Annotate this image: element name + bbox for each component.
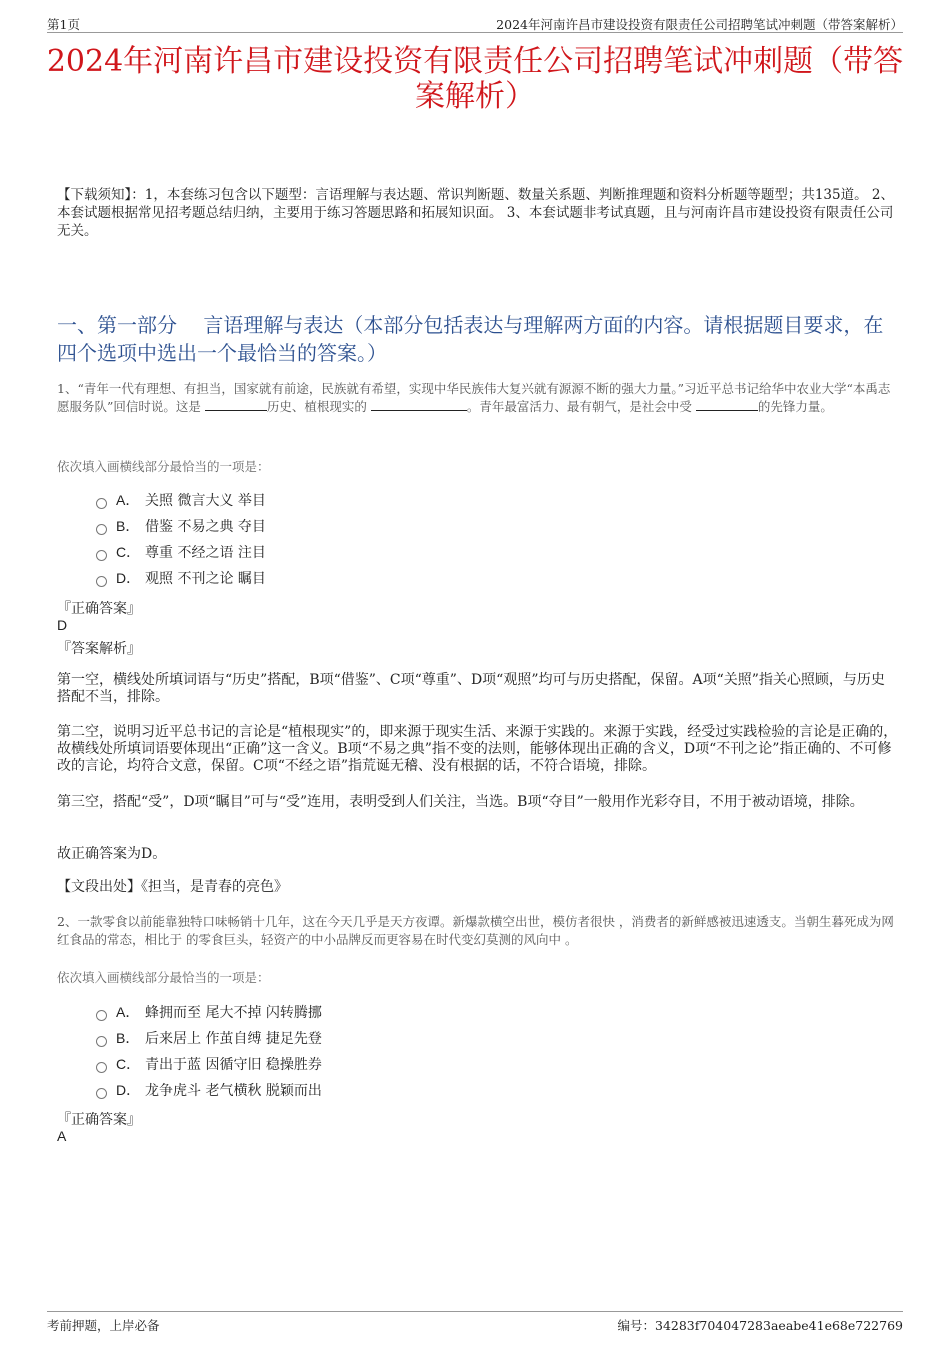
option-letter: C． — [116, 544, 141, 560]
option-letter: A． — [116, 492, 140, 508]
q1-text-part-b: 历史、植根现实的 — [266, 399, 371, 414]
q1-analysis-label: 『答案解析』 — [57, 641, 141, 657]
radio-icon[interactable] — [96, 524, 107, 535]
radio-icon[interactable] — [96, 1010, 107, 1021]
q1-text-part-c: 。青年最富活力、最有朝气，是社会中受 — [466, 399, 696, 414]
q1-options — [96, 487, 266, 591]
page-number: 第1页 — [47, 17, 80, 32]
footer-serial: 编号：34283f704047283aeabe41e68e722769 — [617, 1318, 903, 1333]
q1-text-part-d: 的先锋力量。 — [757, 399, 833, 414]
page-header — [47, 12, 903, 33]
q1-option-d[interactable] — [96, 565, 266, 591]
option-letter: B． — [116, 1030, 140, 1046]
q1-text-part-a: 1、“青年一代有理想、有担当，国家就有前途，民族就有希望，实现中华民族伟大复兴就有源源不断的强大力量。”习近平总书记给华中农业大学“本禹志愿服务队”回信时说。这是 — [57, 381, 891, 414]
q1-prompt: 依次填入画横线部分最恰当的一项是： — [57, 459, 270, 474]
q2-option-c[interactable] — [96, 1051, 322, 1077]
option-text: 观照 不刊之论 瞩目 — [145, 571, 266, 587]
q2-options — [96, 999, 322, 1103]
q1-answer: D — [57, 617, 68, 633]
blank-1 — [205, 398, 267, 411]
radio-icon[interactable] — [96, 1088, 107, 1099]
q2-answer: A — [57, 1128, 67, 1144]
section-heading: 一、第一部分 言语理解与表达（本部分包括表达与理解两方面的内容。请根据题目要求，在四个选项中选出一个最恰当的答案。） — [57, 313, 884, 365]
q1-option-a[interactable] — [96, 487, 266, 513]
page-title: 2024年河南许昌市建设投资有限责任公司招聘笔试冲刺题（带答案解析） — [46, 44, 904, 114]
q2-prompt: 依次填入画横线部分最恰当的一项是： — [57, 970, 270, 985]
q2-option-b[interactable] — [96, 1025, 322, 1051]
q1-option-c[interactable] — [96, 539, 266, 565]
question-1-text — [57, 380, 898, 416]
option-letter: C． — [116, 1056, 141, 1072]
option-letter: A． — [116, 1004, 140, 1020]
option-letter: D． — [116, 570, 141, 586]
option-letter: B． — [116, 518, 140, 534]
header-doc-title: 2024年河南许昌市建设投资有限责任公司招聘笔试冲刺题（带答案解析） — [496, 17, 903, 32]
option-text: 青出于蓝 因循守旧 稳操胜券 — [145, 1057, 322, 1073]
option-text: 尊重 不经之语 注目 — [145, 545, 266, 561]
analysis-conclusion: 故正确答案为D。 — [57, 846, 167, 862]
q1-option-b[interactable] — [96, 513, 266, 539]
radio-icon[interactable] — [96, 1036, 107, 1047]
option-text: 蜂拥而至 尾大不掉 闪转腾挪 — [145, 1005, 322, 1021]
q1-answer-label: 『正确答案』 — [57, 601, 141, 617]
analysis-paragraph-2: 第二空，说明习近平总书记的言论是“植根现实”的，即来源于现实生活、来源于实践的。来源于实践，经受过实践检验的言论是正确的，故横线处所填词语要体现出“正确”这一含义。B项“不易之典”指不变的法则，能够体现出正确的含义，D项“不刊之论”指正确的、不可修改的言论，均符合文意，保留。C项“不经之语”指荒诞无稽、没有根据的话，不符合语境，排除。 — [57, 724, 898, 774]
option-text: 借鉴 不易之典 夺目 — [145, 519, 266, 535]
option-text: 关照 微言大义 举目 — [145, 493, 266, 509]
analysis-paragraph-3: 第三空，搭配“受”，D项“瞩目”可与“受”连用，表明受到人们关注，当选。B项“夺目”一般用作光彩夺目，不用于被动语境，排除。 — [57, 794, 864, 810]
option-text: 龙争虎斗 老气横秋 脱颖而出 — [145, 1083, 322, 1099]
option-text: 后来居上 作茧自缚 捷足先登 — [145, 1031, 322, 1047]
page-footer — [47, 1311, 903, 1334]
text-source: 【文段出处】《担当，是青春的亮色》 — [57, 879, 288, 895]
download-notice: 【下载须知】：1，本套练习包含以下题型：言语理解与表达题、常识判断题、数量关系题、判断推理题和资料分析题等题型；共135道。 2、本套试题根据常见招考题总结归纳，主要用于练习答题思路和拓展知识面。 3、本套试题非考试真题，且与河南许昌市建设投资有限责任公司无关。 — [57, 187, 894, 239]
option-letter: D． — [116, 1082, 141, 1098]
radio-icon[interactable] — [96, 576, 107, 587]
footer-slogan: 考前押题，上岸必备 — [47, 1318, 160, 1333]
q2-option-d[interactable] — [96, 1077, 322, 1103]
blank-2 — [371, 398, 467, 411]
radio-icon[interactable] — [96, 550, 107, 561]
q2-option-a[interactable] — [96, 999, 322, 1025]
analysis-paragraph-1: 第一空，横线处所填词语与“历史”搭配，B项“借鉴”、C项“尊重”、D项“观照”均可与历史搭配，保留。A项“关照”指关心照顾，与历史搭配不当，排除。 — [57, 672, 885, 705]
blank-3 — [696, 398, 758, 411]
radio-icon[interactable] — [96, 498, 107, 509]
question-2-text: 2、一款零食以前能靠独特口味畅销十几年，这在今天几乎是天方夜谭。新爆款横空出世，模仿者很快 ，消费者的新鲜感被迅速透支。当朝生暮死成为网红食品的常态，相比于 的零食巨头，轻资产的中小品牌反而更容易在时代变幻莫测的风向中 。 — [57, 914, 894, 947]
radio-icon[interactable] — [96, 1062, 107, 1073]
q2-answer-label: 『正确答案』 — [57, 1112, 141, 1128]
